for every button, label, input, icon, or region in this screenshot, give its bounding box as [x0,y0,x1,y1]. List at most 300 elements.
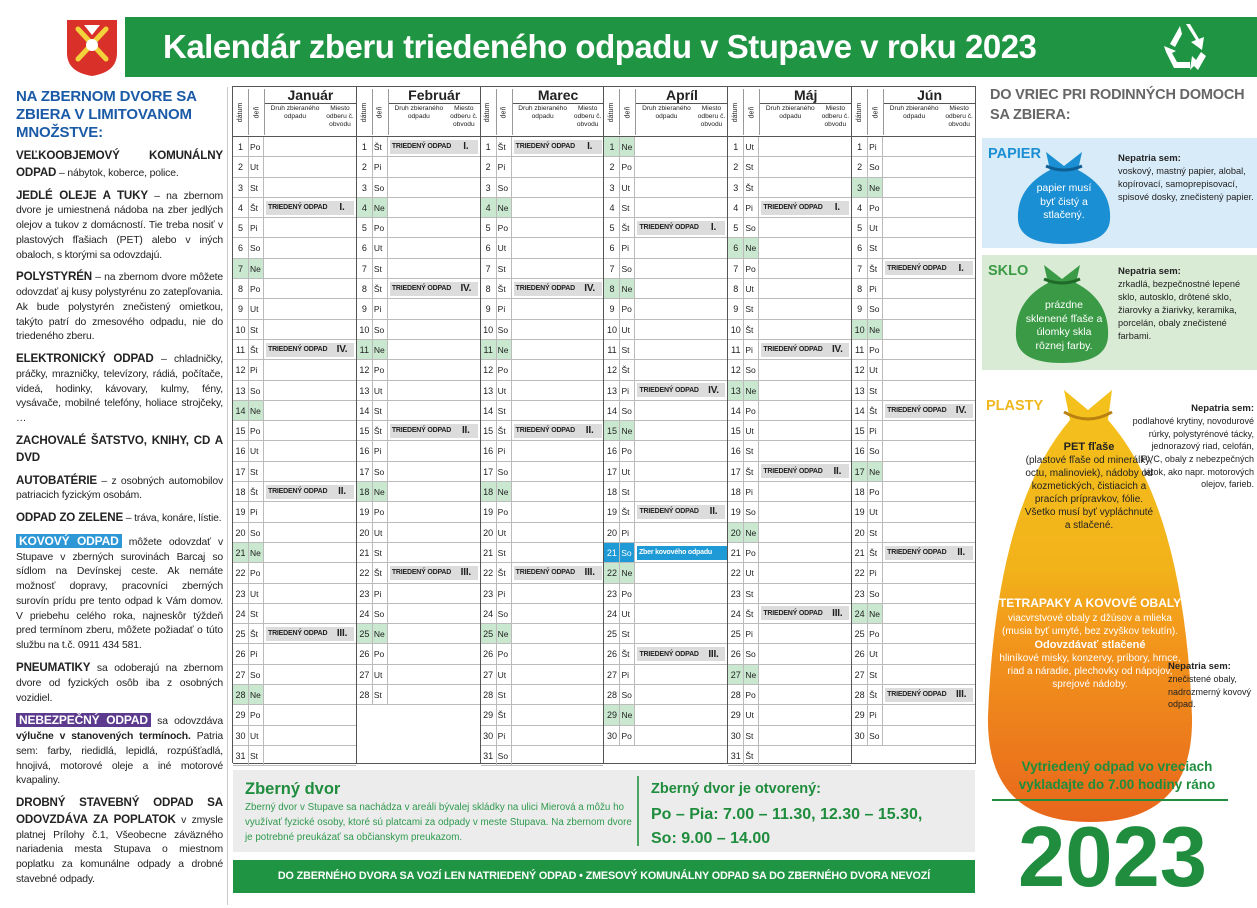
day-number: 27 [481,665,497,684]
day-number: 17 [357,462,373,481]
day-number: 21 [728,543,744,562]
day-row [852,644,975,664]
day-name: Ut [373,238,388,257]
month-header [233,87,356,137]
event-district: IV. [584,283,596,295]
day-name: Ne [868,462,883,481]
day-name: Ne [373,198,388,217]
event-district: I. [339,202,345,214]
day-row [852,604,975,624]
day-row [481,157,604,177]
day-row [604,320,727,340]
event-label: TRIEDENÝ ODPAD [268,488,328,496]
day-row [233,563,356,583]
day-row [233,705,356,725]
day-row [481,340,604,360]
miesto-label: Miesto odberu č. obvodu [945,105,973,128]
day-row [481,644,604,664]
plasty-not1-title: Nepatria sem: [1191,403,1254,414]
sorted-waste-event [390,282,478,296]
sorted-waste-event [885,546,973,560]
event-label: TRIEDENÝ ODPAD [515,569,575,577]
day-name: Ne [373,624,388,643]
day-row [481,360,604,380]
event-label: TRIEDENÝ ODPAD [763,467,823,475]
day-name: Št [744,462,759,481]
pneumatiky-paragraph [16,660,223,706]
plasty-not-allowed-1 [1132,402,1254,491]
day-number: 6 [728,238,744,257]
vytriedeny-underline [992,799,1228,801]
miesto-label: Miesto odberu č. obvodu [326,105,354,128]
datum-label: dátum [604,89,620,135]
day-number: 18 [604,482,620,501]
event-label: TRIEDENÝ ODPAD [268,346,328,354]
sklo-not-title: Nepatria sem: [1118,266,1181,277]
day-row [233,746,356,766]
day-number: 16 [233,441,249,460]
day-number: 18 [233,482,249,501]
miesto-label: Miesto odberu č. obvodu [821,105,850,128]
day-row [481,178,604,198]
drobny-stavebny-text: v zmysle platnej Prílohy č.1, Všeobecne záväzného nariadenia mesta Stupava o miestnom poplatku za komunálne odpady a drobné stavebné odpady. [16,814,223,885]
day-name: Št [620,360,635,379]
day-row [852,401,975,421]
day-row [728,340,851,360]
month-header [481,87,604,137]
day-name: St [868,665,883,684]
day-row [357,502,480,522]
day-name: Ne [497,198,512,217]
day-row [604,279,727,299]
day-number: 13 [233,381,249,400]
day-row [481,238,604,258]
day-number: 31 [481,746,497,765]
event-district: II. [833,465,842,477]
day-row [357,624,480,644]
day-row [604,157,727,177]
day-number: 2 [357,157,373,176]
day-number: 3 [604,178,620,197]
day-name: So [497,320,512,339]
day-row [233,421,356,441]
day-row [233,299,356,319]
day-number: 16 [481,441,497,460]
left-item [16,148,223,182]
day-name: So [744,360,759,379]
day-number: 17 [728,462,744,481]
day-number: 29 [728,705,744,724]
day-number: 6 [481,238,497,257]
day-name: Št [744,746,759,765]
day-row [357,421,480,441]
day-number: 3 [728,178,744,197]
day-row [604,441,727,461]
day-name: Št [744,178,759,197]
day-name: Št [620,502,635,521]
day-name: Pi [620,238,635,257]
event-label: TRIEDENÝ ODPAD [887,264,947,272]
day-row [481,482,604,502]
den-label: deň [620,89,636,135]
day-row [233,523,356,543]
recycle-icon [1160,22,1212,72]
day-name: Po [249,705,264,724]
day-row [481,604,604,624]
day-row [852,381,975,401]
day-row [728,726,851,746]
day-number: 10 [357,320,373,339]
day-number: 7 [852,259,868,278]
day-row [852,198,975,218]
kovovy-odpad-text: môžete odovzdať v Stupave v zberných surovinách Barcaj so sídlom na Devínskej ceste. Ak nemáte možnosť dopravy, pracovníci zberných surovín prídu pre tento odpad k Vám domov. V priebehu celého roka, najneskôr týždeň pred termínom zberu, môžete požiadať o túto službu na t.č. 0911 434 581. [16,536,223,652]
day-row [233,685,356,705]
day-row [728,178,851,198]
sorted-waste-event [514,424,602,438]
day-name: Št [249,198,264,217]
day-row [481,381,604,401]
day-name: Št [620,644,635,663]
day-name: So [868,441,883,460]
day-number: 4 [728,198,744,217]
day-number: 26 [357,644,373,663]
day-number: 16 [852,441,868,460]
druh-label: Druh zbieraného odpadu [518,105,568,120]
day-number: 5 [728,218,744,237]
day-row [233,218,356,238]
day-name: Pi [744,482,759,501]
day-name: St [620,624,635,643]
day-name: Po [497,360,512,379]
day-number: 18 [481,482,497,501]
day-name: Pi [249,360,264,379]
year-large: 2023 [1017,810,1208,905]
day-row [233,401,356,421]
left-item [16,269,223,345]
day-row [728,502,851,522]
day-number: 7 [481,259,497,278]
day-row [852,462,975,482]
day-number: 19 [852,502,868,521]
day-row [481,441,604,461]
left-item-title: POLYSTYRÉN [16,270,93,284]
day-number: 1 [604,137,620,156]
day-row [728,218,851,238]
day-number: 4 [852,198,868,217]
event-label: TRIEDENÝ ODPAD [639,650,699,658]
day-name: Ut [620,178,635,197]
left-item-text: – nábytok, koberce, police. [56,167,179,179]
day-number: 20 [852,523,868,542]
day-row [357,299,480,319]
sorted-waste-event [637,647,725,661]
day-number: 24 [233,604,249,623]
day-name: So [620,259,635,278]
day-number: 24 [357,604,373,623]
day-row [357,137,480,157]
sorted-waste-event [637,383,725,397]
day-number: 22 [852,563,868,582]
day-number: 15 [233,421,249,440]
day-row [357,259,480,279]
day-number: 10 [481,320,497,339]
day-number: 29 [481,705,497,724]
day-number: 12 [728,360,744,379]
month-header [604,87,727,137]
event-district: IV. [460,283,472,295]
day-row [357,279,480,299]
day-number: 31 [728,746,744,765]
den-label: deň [744,89,760,135]
day-name: Ut [373,523,388,542]
day-name: St [249,746,264,765]
event-district: I. [463,141,469,153]
day-number: 30 [728,726,744,745]
day-row [728,421,851,441]
day-name: Ut [744,279,759,298]
day-row [852,523,975,543]
day-row [357,360,480,380]
druh-label: Druh zbieraného odpadu [889,105,939,120]
day-name: St [744,726,759,745]
month-name: Apríl [636,87,727,104]
opening-hours [637,776,967,846]
day-name: Ut [868,644,883,663]
day-number: 28 [852,685,868,704]
day-name: St [373,685,388,704]
day-name: So [744,218,759,237]
day-row [728,401,851,421]
day-row [852,584,975,604]
day-row [852,543,975,563]
left-item-text: – na zbernom dvore môžete odovzdať aj kusy polystyrénu zo zatepľovania. Ak bude polystyrén znečistený omietkou, takýto patrí do zmesového odpadu, nie do triedeného zberu. [16,272,223,343]
day-name: Ut [620,604,635,623]
day-name: Ne [620,563,635,582]
day-row [233,604,356,624]
day-number: 14 [233,401,249,420]
day-number: 27 [728,665,744,684]
day-name: Po [620,584,635,603]
day-row [728,137,851,157]
event-label: TRIEDENÝ ODPAD [639,508,699,516]
day-name: Po [497,644,512,663]
day-name: Pi [744,624,759,643]
day-number: 31 [233,746,249,765]
day-name: Št [373,421,388,440]
month-header [357,87,480,137]
day-number: 19 [481,502,497,521]
day-number: 24 [728,604,744,623]
day-row [481,299,604,319]
day-row [357,604,480,624]
day-row [604,360,727,380]
sorted-waste-event [761,464,849,478]
day-name: Ut [744,421,759,440]
day-number: 14 [481,401,497,420]
month-name: Máj [760,87,851,104]
event-label: TRIEDENÝ ODPAD [887,407,947,414]
event-label: TRIEDENÝ ODPAD [763,204,823,212]
day-name: So [620,685,635,704]
day-name: Po [620,441,635,460]
day-name: Št [497,421,512,440]
day-row [604,462,727,482]
event-district: II. [957,547,966,559]
day-row [481,726,604,746]
event-district: IV. [708,384,719,396]
pneumatiky-title: PNEUMATIKY [16,660,91,674]
day-name: St [744,157,759,176]
day-row [357,543,480,563]
day-name: Pi [868,279,883,298]
day-number: 18 [852,482,868,501]
day-row [481,685,604,705]
day-number: 7 [233,259,249,278]
event-label: Zber kovového odpadu [638,549,712,557]
event-label: TRIEDENÝ ODPAD [391,427,452,435]
month-name: Január [265,87,356,104]
day-name: Pi [249,644,264,663]
day-name: Po [249,421,264,440]
day-name: St [744,584,759,603]
event-district: II. [461,425,470,437]
day-name: Ne [744,523,759,542]
drobny-stavebny-title: DROBNÝ STAVEBNÝ ODPAD SA ODOVZDÁVA ZA POPLATOK [16,796,223,826]
day-row [233,644,356,664]
nebezpecny-text-2: Patria sem: farby, riedidlá, lepidlá, rozpúšťadlá, hnojivá, motorové oleje a iné motorové kvapaliny. [16,731,223,787]
day-row [604,137,727,157]
day-number: 25 [233,624,249,643]
day-row [604,299,727,319]
day-row [357,218,480,238]
page-title: Kalendár zberu triedeného odpadu v Stupave v roku 2023 [125,17,1257,77]
day-name: Pi [249,218,264,237]
sorted-waste-event [637,505,725,519]
day-number: 23 [357,584,373,603]
sorted-waste-event [390,424,478,438]
day-row [233,462,356,482]
kovovy-odpad-paragraph [16,533,223,654]
day-name: Št [744,320,759,339]
papier-caption: papier musí byť čistý a stlačený. [1036,182,1092,222]
day-name: So [868,726,883,745]
papier-label: PAPIER [988,146,1041,162]
day-row [728,563,851,583]
day-row [233,178,356,198]
day-number: 17 [604,462,620,481]
nebezpecny-paragraph [16,712,223,789]
day-row [604,685,727,705]
drobny-stavebny-paragraph [16,795,223,888]
tetra-title: TETRAPAKY A KOVOVÉ OBALY [998,596,1182,610]
day-row [233,502,356,522]
day-name: Ut [744,137,759,156]
day-number: 3 [481,178,497,197]
day-row [728,665,851,685]
day-name: Ut [249,299,264,318]
day-number: 9 [852,299,868,318]
day-name: Ne [868,320,883,339]
datum-label: dátum [481,89,497,135]
day-name: Pi [497,299,512,318]
month-header [852,87,975,137]
day-name: Št [744,604,759,623]
day-name: So [373,320,388,339]
day-row [852,482,975,502]
day-name: So [249,238,264,257]
day-row [233,157,356,177]
day-number: 20 [233,523,249,542]
sorted-waste-event [761,606,849,620]
day-number: 15 [604,421,620,440]
day-name: Pi [373,441,388,460]
day-number: 15 [481,421,497,440]
day-number: 24 [481,604,497,623]
day-row [481,502,604,522]
day-row [233,279,356,299]
day-number: 20 [481,523,497,542]
month-1 [357,87,481,764]
day-name: St [249,178,264,197]
day-number: 12 [481,360,497,379]
day-number: 23 [728,584,744,603]
day-row [604,198,727,218]
left-item [16,473,223,505]
day-number: 22 [728,563,744,582]
day-name: Št [868,401,883,420]
druh-label: Druh zbieraného odpadu [765,105,815,120]
day-number: 25 [852,624,868,643]
day-number: 7 [604,259,620,278]
day-name: Po [620,299,635,318]
day-number: 29 [233,705,249,724]
day-name: Ut [373,665,388,684]
day-row [604,563,727,583]
day-number: 27 [604,665,620,684]
sorted-waste-event [390,140,478,154]
event-district: III. [955,689,967,701]
day-name: Št [373,279,388,298]
day-number: 17 [852,462,868,481]
event-label: TRIEDENÝ ODPAD [639,386,699,394]
day-row [604,624,727,644]
day-row [852,441,975,461]
day-row [728,198,851,218]
miesto-label: Miesto odberu č. obvodu [450,105,478,128]
day-name: Ut [620,462,635,481]
day-name: Ut [497,665,512,684]
day-number: 27 [357,665,373,684]
day-name: Ne [744,665,759,684]
day-row [728,604,851,624]
day-number: 14 [728,401,744,420]
event-label: TRIEDENÝ ODPAD [391,143,452,151]
day-number: 28 [604,685,620,704]
day-row [604,381,727,401]
day-name: St [373,401,388,420]
day-row [481,462,604,482]
day-number: 4 [604,198,620,217]
day-name: Ut [249,157,264,176]
nebezpecny-odpad-tag: NEBEZPEČNÝ ODPAD [16,713,151,727]
day-name: St [249,604,264,623]
den-label: deň [497,89,513,135]
event-district: III. [336,628,348,640]
day-number: 14 [357,401,373,420]
odovzdavat-text: hliníkové misky, konzervy, príbory, hrnce, riad a náradie, plechovky od nápojov, sprejové nádoby. [999,652,1181,690]
day-name: Ut [868,502,883,521]
day-row [481,584,604,604]
